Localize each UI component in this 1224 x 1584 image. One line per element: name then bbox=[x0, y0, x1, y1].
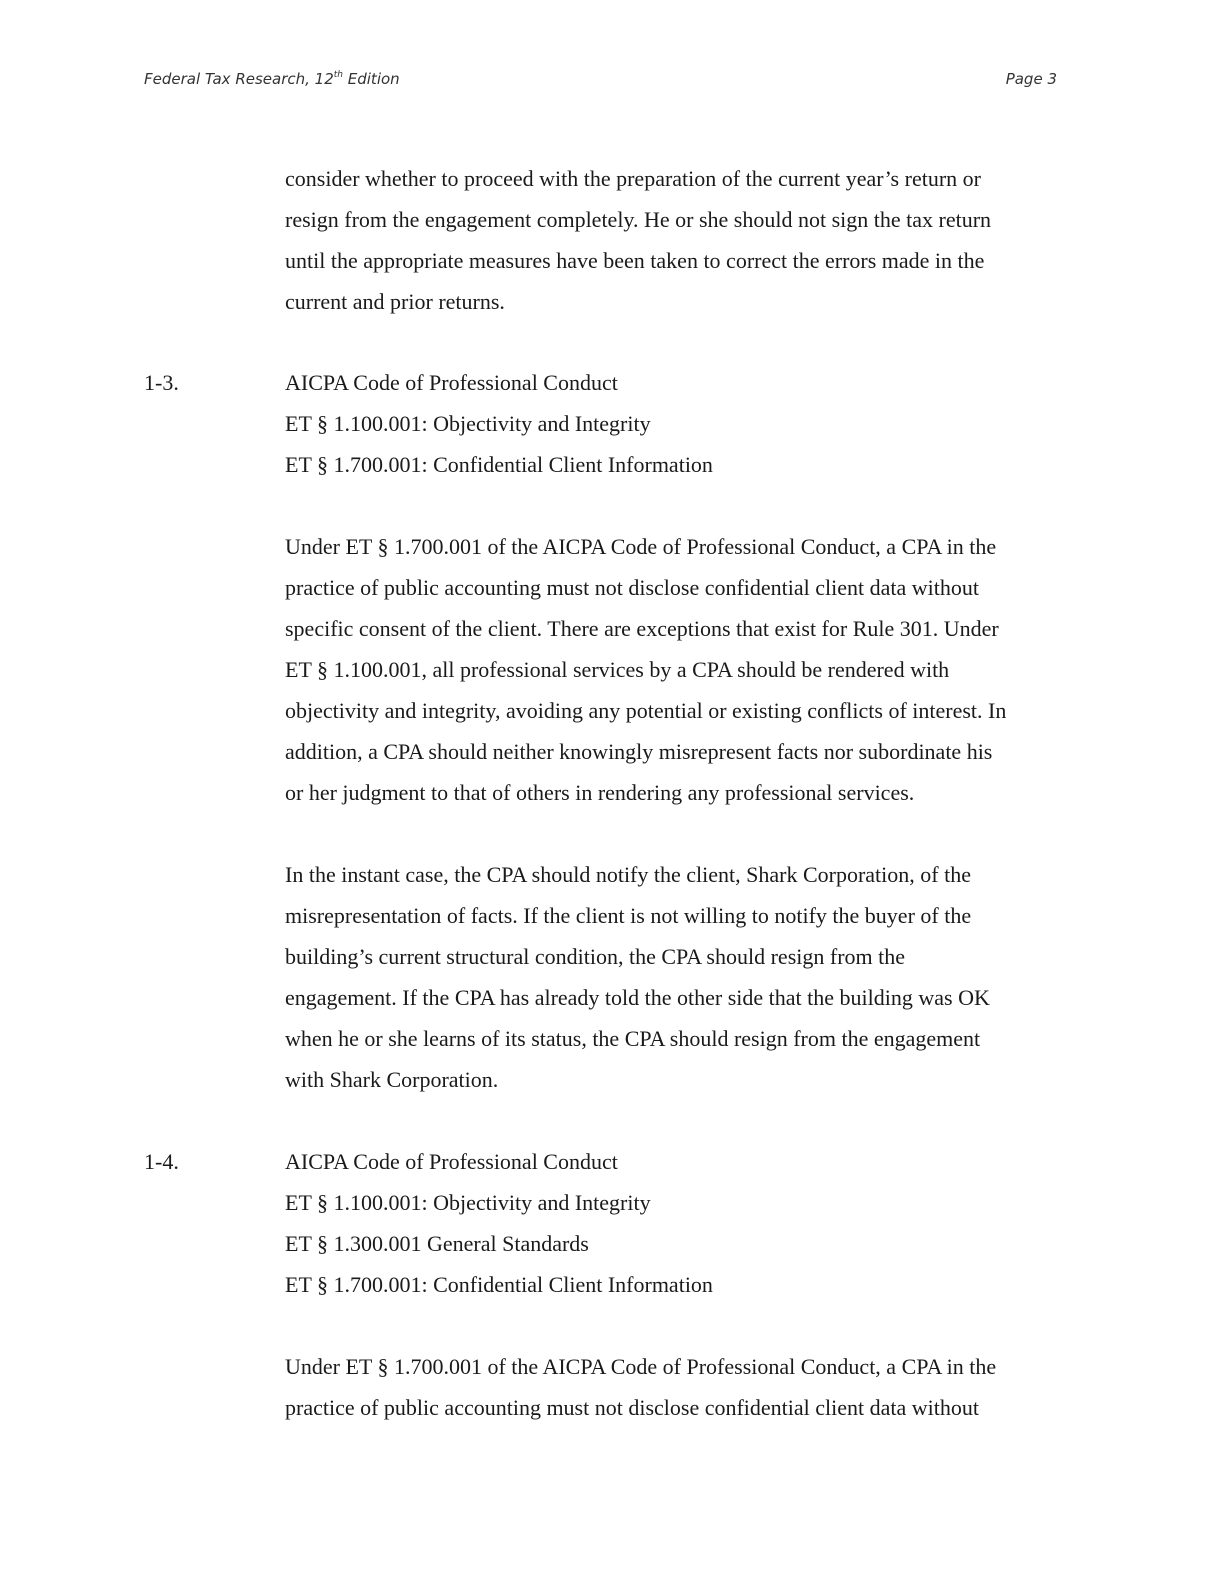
reference-line: ET § 1.300.001 General Standards bbox=[285, 1231, 589, 1256]
text-line: In the instant case, the CPA should notify the client, Shark Corporation, of the bbox=[285, 862, 971, 887]
running-title bbox=[144, 70, 400, 88]
problem-1-3-references bbox=[285, 362, 1075, 485]
text-line: consider whether to proceed with the preparation of the current year’s return or bbox=[285, 166, 981, 191]
text-line: until the appropriate measures have been taken to correct the errors made in the bbox=[285, 248, 985, 273]
text-line: practice of public accounting must not disclose confidential client data without bbox=[285, 575, 980, 600]
problem-1-3-paragraph-1 bbox=[285, 526, 1075, 813]
problem-number-1-4: 1-4. bbox=[144, 1149, 179, 1174]
problem-1-4-references bbox=[285, 1141, 1075, 1305]
reference-line: ET § 1.700.001: Confidential Client Information bbox=[285, 452, 713, 477]
running-title-suffix: Edition bbox=[343, 70, 400, 88]
running-title-superscript: th bbox=[333, 70, 343, 80]
text-line: Under ET § 1.700.001 of the AICPA Code of Professional Conduct, a CPA in the bbox=[285, 1354, 997, 1379]
problem-number-1-3: 1-3. bbox=[144, 370, 179, 395]
intro-paragraph bbox=[285, 158, 1075, 322]
text-line: current and prior returns. bbox=[285, 289, 505, 314]
text-line: when he or she learns of its status, the CPA should resign from the engagement bbox=[285, 1026, 981, 1051]
text-line: or her judgment to that of others in rendering any professional services. bbox=[285, 780, 915, 805]
page-number: Page 3 bbox=[1005, 70, 1057, 88]
running-title-prefix: Federal Tax Research, 12 bbox=[144, 70, 334, 88]
text-line: ET § 1.100.001, all professional services by a CPA should be rendered with bbox=[285, 657, 950, 682]
reference-line: ET § 1.100.001: Objectivity and Integrity bbox=[285, 1190, 651, 1215]
text-line: addition, a CPA should neither knowingly misrepresent facts nor subordinate his bbox=[285, 739, 993, 764]
reference-line: ET § 1.100.001: Objectivity and Integrity bbox=[285, 411, 651, 436]
page-header bbox=[144, 70, 1057, 94]
text-line: resign from the engagement completely. He or she should not sign the tax return bbox=[285, 207, 992, 232]
text-line: with Shark Corporation. bbox=[285, 1067, 499, 1092]
text-line: Under ET § 1.700.001 of the AICPA Code of Professional Conduct, a CPA in the bbox=[285, 534, 997, 559]
problem-1-3-paragraph-2 bbox=[285, 854, 1075, 1100]
reference-line: AICPA Code of Professional Conduct bbox=[285, 1149, 618, 1174]
text-line: practice of public accounting must not disclose confidential client data without bbox=[285, 1395, 980, 1420]
reference-line: ET § 1.700.001: Confidential Client Information bbox=[285, 1272, 713, 1297]
text-line: objectivity and integrity, avoiding any potential or existing conflicts of interest. In bbox=[285, 698, 1007, 723]
text-line: misrepresentation of facts. If the client is not willing to notify the buyer of the bbox=[285, 903, 972, 928]
text-line: engagement. If the CPA has already told the other side that the building was OK bbox=[285, 985, 990, 1010]
problem-1-4-paragraph-1 bbox=[285, 1346, 1075, 1428]
reference-line: AICPA Code of Professional Conduct bbox=[285, 370, 618, 395]
text-line: specific consent of the client. There are exceptions that exist for Rule 301. Under bbox=[285, 616, 999, 641]
text-line: building’s current structural condition, the CPA should resign from the bbox=[285, 944, 906, 969]
